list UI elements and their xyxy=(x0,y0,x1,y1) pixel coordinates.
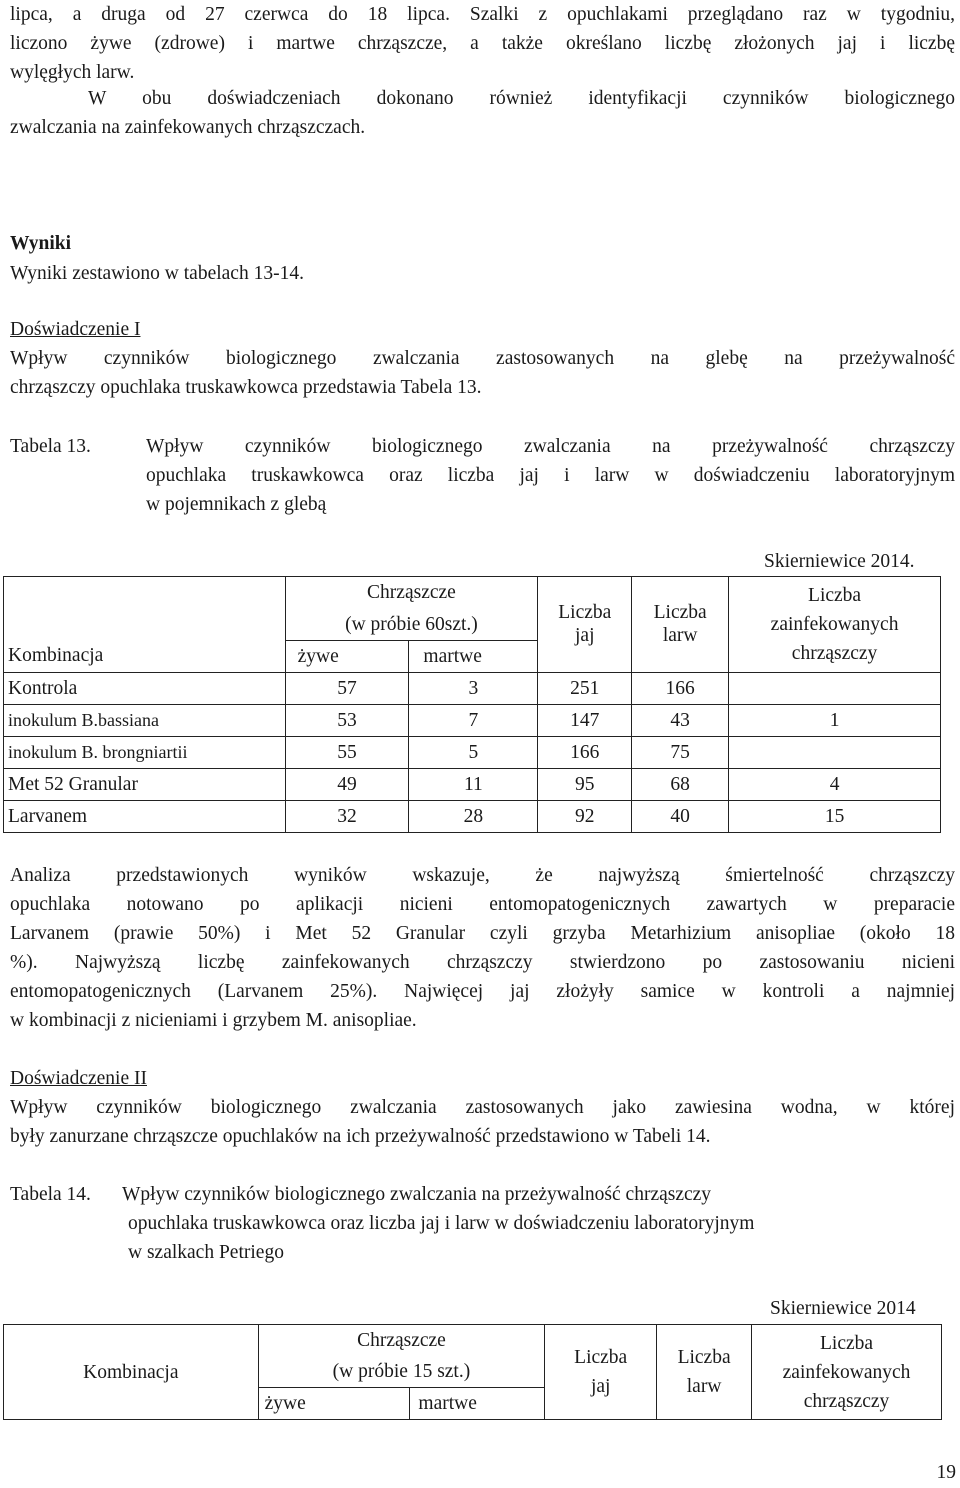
header-alive: żywe xyxy=(285,640,409,672)
table-row: inokulum B. brongniartii 55 5 166 75 xyxy=(4,736,941,768)
header-combination: Kombinacja xyxy=(4,1325,259,1420)
experiment-2-text: Wpływ czynników biologicznego zwalczania zastosowanych jako zawiesina wodna, w której xyxy=(10,1097,955,1118)
header-beetles: Chrząszcze xyxy=(258,1325,545,1357)
table-13-caption-label: Tabela 13. xyxy=(10,436,91,457)
header-beetles-sample: (w próbie 15 szt.) xyxy=(258,1356,545,1388)
table-14-location: Skierniewice 2014 xyxy=(770,1298,916,1319)
analysis-line: w kombinacji z nicieniami i grzybem M. anisopliae. xyxy=(10,1010,417,1031)
analysis-line: %). Najwyższą liczbę zainfekowanych chrząszczy stwierdzono po zastosowaniu nicieni xyxy=(10,952,955,973)
header-combination: Kombinacja xyxy=(4,640,286,672)
analysis-line: entomopatogenicznych (Larvanem 25%). Najwięcej jaj złożyły samice w kontroli a najmniej xyxy=(10,981,955,1002)
table-13-caption: opuchlaka truskawkowca oraz liczba jaj i larw w doświadczeniu laboratoryjnym xyxy=(146,465,955,486)
intro-line: wylęgłych larw. xyxy=(10,62,135,83)
table-row: Kontrola 57 3 251 166 xyxy=(4,672,941,704)
table-14 xyxy=(3,1324,942,1420)
analysis-line: Analiza przedstawionych wyników wskazuje, że najwyższą śmiertelność chrząszczy xyxy=(10,865,955,886)
page-number: 19 xyxy=(936,1462,956,1483)
header-dead: martwe xyxy=(410,1388,545,1420)
experiment-1-heading: Doświadczenie I xyxy=(10,319,141,340)
experiment-1-text: Wpływ czynników biologicznego zwalczania zastosowanych na glebę na przeżywalność xyxy=(10,348,955,369)
table-row: Larvanem 32 28 92 40 15 xyxy=(4,800,941,832)
intro-line: zwalczania na zainfekowanych chrząszczach. xyxy=(10,117,366,138)
table-13-caption: w pojemnikach z glebą xyxy=(146,494,327,515)
header-eggs: Liczba jaj xyxy=(538,577,632,673)
header-infected: Liczba zainfekowanych chrząszczy xyxy=(752,1325,942,1420)
header-dead: martwe xyxy=(409,640,538,672)
table-row: Met 52 Granular 49 11 95 68 4 xyxy=(4,768,941,800)
experiment-1-text: chrząszczy opuchlaka truskawkowca przedstawia Tabela 13. xyxy=(10,377,482,398)
table-13 xyxy=(3,576,941,833)
intro-line: liczono żywe (zdrowe) i martwe chrząszcze, a także określano liczbę złożonych jaj i liczbę xyxy=(10,33,955,54)
table-14-caption: w szalkach Petriego xyxy=(128,1242,284,1263)
header-alive: żywe xyxy=(258,1388,410,1420)
header-larvae: Liczba larw xyxy=(632,577,729,673)
table-14-caption: opuchlaka truskawkowca oraz liczba jaj i larw w doświadczeniu laboratoryjnym xyxy=(128,1213,755,1234)
header-eggs: Liczba jaj xyxy=(545,1325,657,1420)
intro-line: W obu doświadczeniach dokonano również identyfikacji czynników biologicznego xyxy=(88,88,955,109)
header-larvae: Liczba larw xyxy=(657,1325,752,1420)
header-beetles-sample: (w próbie 60szt.) xyxy=(285,609,538,641)
table-row: inokulum B.bassiana 53 7 147 43 1 xyxy=(4,704,941,736)
table-14-caption: Wpływ czynników biologicznego zwalczania na przeżywalność chrząszczy xyxy=(122,1184,712,1205)
table-13-caption: Wpływ czynników biologicznego zwalczania na przeżywalność chrząszczy xyxy=(146,436,955,457)
analysis-line: opuchlaka notowano po aplikacji nicieni entomopatogenicznych zawartych w preparacie xyxy=(10,894,955,915)
experiment-2-text: były zanurzane chrząszcze opuchlaków na ich przeżywalność przedstawiono w Tabeli 14. xyxy=(10,1126,711,1147)
results-text: Wyniki zestawiono w tabelach 13-14. xyxy=(10,263,304,284)
header-infected: Liczba zainfekowanych chrząszczy xyxy=(729,577,941,673)
experiment-2-heading: Doświadczenie II xyxy=(10,1068,147,1089)
table-13-location: Skierniewice 2014. xyxy=(764,551,915,572)
header-beetles: Chrząszcze xyxy=(285,577,538,609)
intro-line: lipca, a druga od 27 czerwca do 18 lipca. Szalki z opuchlakami przeglądano raz w tygodniu, xyxy=(10,4,955,25)
section-heading-results: Wyniki xyxy=(10,233,72,254)
table-14-caption-label: Tabela 14. xyxy=(10,1184,91,1205)
analysis-line: Larvanem (prawie 50%) i Met 52 Granular czyli grzyba Metarhizium anisopliae (około 18 xyxy=(10,923,955,944)
